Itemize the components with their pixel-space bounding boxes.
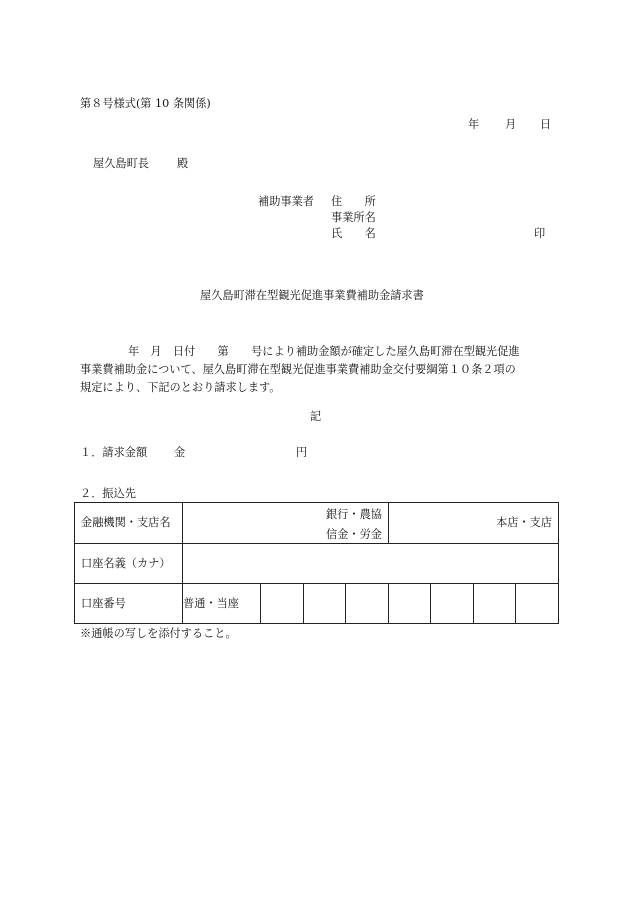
date-day: 日 <box>540 118 552 131</box>
account-holder-label: 口座名義（カナ） <box>75 544 183 584</box>
table-row <box>75 544 559 584</box>
body-line-3: 規定により、下記のとおり請求します。 <box>80 381 281 394</box>
addressee-name: 屋久島町長 <box>93 157 149 170</box>
name-label: 氏 名 <box>331 227 376 240</box>
bank-account-table <box>74 502 559 624</box>
document-title: 屋久島町滞在型観光促進事業費補助金請求書 <box>200 289 424 302</box>
account-digit-7[interactable] <box>516 584 559 624</box>
applicant-role: 補助事業者 <box>258 195 314 208</box>
account-holder-cell[interactable] <box>183 544 559 584</box>
bank-types-line2: 信金・労金 <box>326 528 382 541</box>
address-label: 住 所 <box>331 195 376 208</box>
bank-types-line1: 銀行・農協 <box>326 508 382 521</box>
table-row <box>75 503 559 544</box>
item1-label: １．請求金額 <box>80 446 148 459</box>
table-row <box>75 584 559 624</box>
account-digit-6[interactable] <box>474 584 516 624</box>
branch-cell[interactable]: 本店・支店 <box>389 503 559 544</box>
ki-heading: 記 <box>310 410 322 423</box>
account-digit-1[interactable] <box>261 584 304 624</box>
date-month: 月 <box>505 118 517 131</box>
body-line-1: 年 月 日付 第 号により補助金額が確定した屋久島町滞在型観光促進 <box>128 345 520 358</box>
date-year: 年 <box>468 118 480 131</box>
account-digit-2[interactable] <box>304 584 346 624</box>
seal-mark: 印 <box>534 227 546 240</box>
body-line-2: 事業費補助金について、屋久島町滞在型観光促進事業費補助金交付要綱第１０条２項の <box>80 363 516 376</box>
account-digit-4[interactable] <box>389 584 431 624</box>
financial-institution-label: 金融機関・支店名 <box>75 503 183 544</box>
form-number: 第８号様式(第 10 条関係) <box>80 97 211 110</box>
office-name-label: 事業所名 <box>331 211 376 224</box>
account-number-label: 口座番号 <box>75 584 183 624</box>
addressee-honorific: 殿 <box>177 157 189 170</box>
account-digit-3[interactable] <box>346 584 389 624</box>
attachment-note: ※通帳の写しを添付すること。 <box>80 627 237 640</box>
item2-label: ２．振込先 <box>80 487 136 500</box>
item1-yen: 円 <box>296 446 308 459</box>
item1-kin: 金 <box>174 446 186 459</box>
account-type-cell[interactable]: 普通・当座 <box>183 584 261 624</box>
financial-institution-cell[interactable] <box>183 503 389 544</box>
body-paragraph <box>80 343 560 397</box>
account-digit-5[interactable] <box>431 584 474 624</box>
